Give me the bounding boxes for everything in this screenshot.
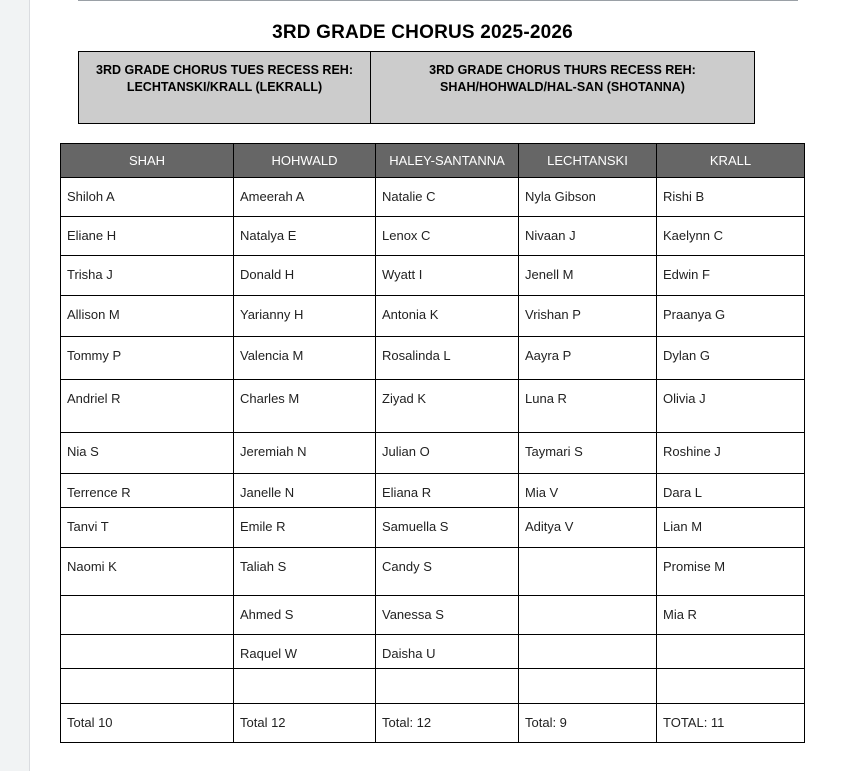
thurs-rehearsal-line2: SHAH/HOHWALD/HAL-SAN (SHOTANNA)	[440, 80, 685, 94]
column-header: HOHWALD	[234, 144, 376, 178]
table-cell: Olivia J	[657, 380, 805, 433]
table-cell: Andriel R	[61, 380, 234, 433]
table-cell: Taliah S	[234, 548, 376, 596]
table-cell: Rosalinda L	[376, 337, 519, 380]
table-cell: TOTAL: 11	[657, 704, 805, 743]
table-cell: Rishi B	[657, 178, 805, 217]
rehearsal-table	[78, 51, 755, 124]
table-row	[61, 296, 805, 337]
table-cell: Kaelynn C	[657, 217, 805, 256]
table-row	[61, 548, 805, 596]
table-row	[61, 337, 805, 380]
table-cell: Total: 9	[519, 704, 657, 743]
table-cell	[61, 596, 234, 635]
table-cell: Promise M	[657, 548, 805, 596]
table-cell	[519, 596, 657, 635]
table-row	[61, 596, 805, 635]
table-cell: Mia R	[657, 596, 805, 635]
table-cell: Edwin F	[657, 256, 805, 296]
table-cell: Nivaan J	[519, 217, 657, 256]
table-cell	[519, 548, 657, 596]
table-cell: Natalie C	[376, 178, 519, 217]
page-left-margin	[0, 0, 30, 771]
table-cell: Taymari S	[519, 433, 657, 474]
table-row	[61, 508, 805, 548]
table-cell: Daisha U	[376, 635, 519, 669]
tues-rehearsal-cell	[79, 52, 371, 124]
table-cell: Valencia M	[234, 337, 376, 380]
table-cell: Yarianny H	[234, 296, 376, 337]
table-cell: Mia V	[519, 474, 657, 508]
table-cell: Donald H	[234, 256, 376, 296]
table-cell: Julian O	[376, 433, 519, 474]
table-cell: Lenox C	[376, 217, 519, 256]
totals-row	[61, 704, 805, 743]
table-cell: Janelle N	[234, 474, 376, 508]
table-cell: Jeremiah N	[234, 433, 376, 474]
thurs-rehearsal-line1: 3RD GRADE CHORUS THURS RECESS REH:	[429, 63, 696, 77]
thurs-rehearsal-cell	[371, 52, 755, 124]
table-row	[61, 635, 805, 669]
table-cell: Nia S	[61, 433, 234, 474]
tues-rehearsal-line2: LECHTANSKI/KRALL (LEKRALL)	[126, 80, 323, 94]
table-cell: Trisha J	[61, 256, 234, 296]
table-cell: Dara L	[657, 474, 805, 508]
table-cell	[61, 669, 234, 704]
document-title: 3RD GRADE CHORUS 2025-2026	[272, 22, 573, 43]
table-cell	[519, 669, 657, 704]
table-row	[61, 256, 805, 296]
table-cell: Nyla Gibson	[519, 178, 657, 217]
table-cell: Natalya E	[234, 217, 376, 256]
table-cell: Dylan G	[657, 337, 805, 380]
table-cell: Naomi K	[61, 548, 234, 596]
table-row	[61, 474, 805, 508]
table-cell: Raquel W	[234, 635, 376, 669]
table-cell: Tommy P	[61, 337, 234, 380]
table-cell	[234, 669, 376, 704]
column-header: KRALL	[657, 144, 805, 178]
table-cell: Wyatt I	[376, 256, 519, 296]
table-cell: Roshine J	[657, 433, 805, 474]
page-top-edge	[78, 0, 798, 1]
table-cell: Shiloh A	[61, 178, 234, 217]
table-cell	[519, 635, 657, 669]
table-cell: Emile R	[234, 508, 376, 548]
table-cell: Samuella S	[376, 508, 519, 548]
table-row	[61, 380, 805, 433]
table-cell: Ziyad K	[376, 380, 519, 433]
table-cell	[61, 635, 234, 669]
column-header: LECHTANSKI	[519, 144, 657, 178]
table-cell: Jenell M	[519, 256, 657, 296]
table-cell	[657, 635, 805, 669]
table-cell: Ahmed S	[234, 596, 376, 635]
table-cell: Eliana R	[376, 474, 519, 508]
table-cell: Lian M	[657, 508, 805, 548]
table-cell: Charles M	[234, 380, 376, 433]
column-header: SHAH	[61, 144, 234, 178]
tues-rehearsal-line1: 3RD GRADE CHORUS TUES RECESS REH:	[96, 63, 353, 77]
table-cell	[657, 669, 805, 704]
column-header: HALEY-SANTANNA	[376, 144, 519, 178]
table-cell: Vanessa S	[376, 596, 519, 635]
table-cell: Terrence R	[61, 474, 234, 508]
table-cell: Luna R	[519, 380, 657, 433]
table-cell: Total 12	[234, 704, 376, 743]
roster-header-row	[61, 144, 805, 178]
table-cell: Vrishan P	[519, 296, 657, 337]
roster-table	[60, 143, 805, 743]
table-cell: Praanya G	[657, 296, 805, 337]
table-cell: Aditya V	[519, 508, 657, 548]
table-cell: Allison M	[61, 296, 234, 337]
table-cell: Total: 12	[376, 704, 519, 743]
table-row	[61, 217, 805, 256]
table-cell: Total 10	[61, 704, 234, 743]
table-row	[61, 669, 805, 704]
table-cell: Tanvi T	[61, 508, 234, 548]
table-row	[61, 433, 805, 474]
table-cell: Aayra P	[519, 337, 657, 380]
table-cell: Eliane H	[61, 217, 234, 256]
table-cell	[376, 669, 519, 704]
table-cell: Ameerah A	[234, 178, 376, 217]
table-row	[61, 178, 805, 217]
table-cell: Antonia K	[376, 296, 519, 337]
table-cell: Candy S	[376, 548, 519, 596]
